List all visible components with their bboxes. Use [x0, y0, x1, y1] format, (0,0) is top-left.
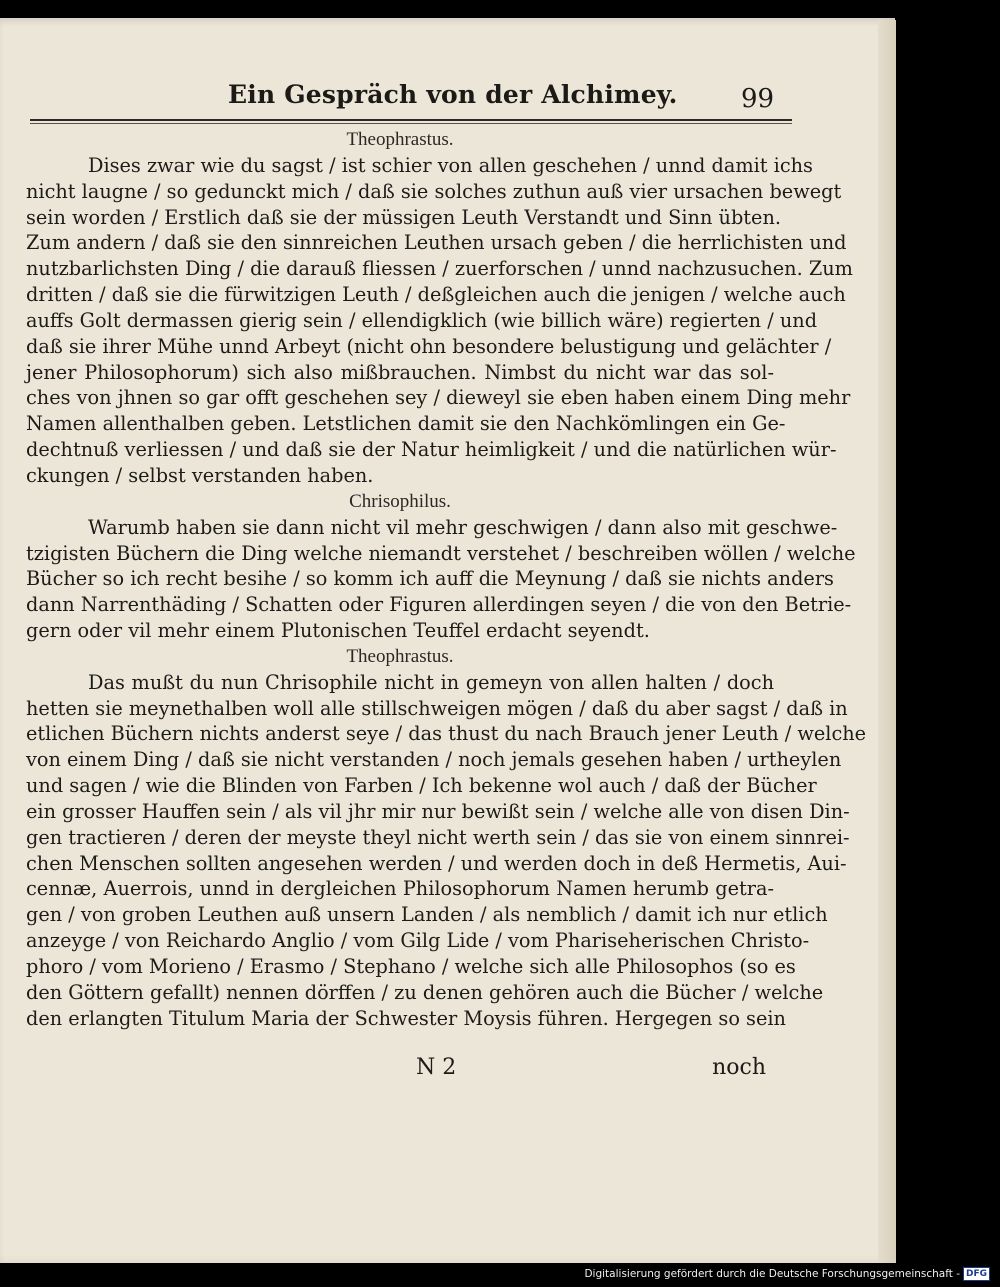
text-line: anzeyge / von Reichardo Anglio / vom Gilg Lide / vom Phariseherischen Christo-	[26, 929, 810, 953]
text-line: Zum andern / daß sie den sinnreichen Leuthen ursach geben / die herrlichisten und	[26, 231, 847, 255]
text-line: ches von jhnen so gar offt geschehen sey / dieweyl sie eben haben einem Ding mehr	[26, 386, 851, 410]
text-line: und sagen / wie die Blinden von Farben / Ich bekenne wol auch / daß der Bücher	[26, 774, 817, 798]
text-line: daß sie ihrer Mühe unnd Arbeyt (nicht ohn besondere belustigung und gelächter /	[26, 334, 832, 358]
dfg-logo: DFG	[963, 1267, 990, 1281]
header-rule	[30, 119, 792, 121]
text-line: sein worden / Erstlich daß sie der müssigen Leuth Verstandt und Sinn übten.	[26, 205, 781, 229]
text-line: dechtnuß verliessen / und daß sie der Natur heimligkeit / und die natürlichen wür-	[26, 438, 837, 462]
text-line: den erlangten Titulum Maria der Schwester Moysis führen. Hergegen so sein	[26, 1006, 786, 1030]
body-text	[26, 127, 867, 1032]
digitization-credit	[584, 1267, 990, 1281]
text-line: nicht laugne / so gedunckt mich / daß sie solches zuthun auß vier ursachen bewegt	[26, 179, 842, 203]
text-line: jener Philosophorum) sich also mißbrauchen. Nimbst du nicht war das sol-	[26, 360, 774, 384]
speaker-name: Theophrastus.	[346, 645, 454, 667]
speaker-name: Theophrastus.	[346, 129, 454, 150]
page-footer	[26, 1055, 774, 1085]
text-line: ckungen / selbst verstanden haben.	[26, 463, 374, 487]
text-line: chen Menschen sollten angesehen werden / und werden doch in deß Hermetis, Aui-	[26, 851, 847, 875]
text-line: hetten sie meynethalben woll alle stillschweigen mögen / daß du aber sagst / daß in	[26, 696, 848, 720]
page-edge	[878, 20, 896, 1263]
text-line: gen / von groben Leuthen auß unsern Landen / als nemblich / damit ich nur etlich	[26, 903, 828, 927]
signature-mark: N 2	[416, 1055, 457, 1080]
text-line: phoro / vom Morieno / Erasmo / Stephano / welche sich alle Philosophos (so es	[26, 955, 796, 978]
text-line: dann Narrenthäding / Schatten oder Figuren allerdingen seyen / die von den Betrie-	[26, 593, 852, 617]
text-line: Bücher so ich recht besihe / so komm ich auff die Meynung / daß sie nichts anders	[26, 567, 834, 591]
text-line: cennæ, Auerrois, unnd in dergleichen Philosophorum Namen herumb getra-	[26, 877, 774, 901]
text-line: ein grosser Hauffen sein / als vil jhr mir nur bewißt sein / welche alle von disen Din-	[26, 799, 850, 823]
text-line: Warumb haben sie dann nicht vil mehr geschwigen / dann also mit geschwe-	[88, 515, 838, 539]
text-line: tzigisten Büchern die Ding welche niemandt verstehet / beschreiben wöllen / welche	[26, 541, 856, 565]
text-line: dritten / daß sie die fürwitzigen Leuth / deßgleichen auch die jenigen / welche auch	[26, 283, 846, 307]
speaker-name: Chrisophilus.	[349, 490, 451, 512]
page-number: 99	[741, 84, 775, 114]
text-line: Namen allenthalben geben. Letstlichen damit sie den Nachkömlingen ein Ge-	[26, 412, 786, 436]
text-line: etlichen Büchern nichts anderst seye / das thust du nach Brauch jener Leuth / welche	[26, 722, 867, 746]
text-line: nutzbarlichsten Ding / die darauß fliessen / zuerforschen / unnd nachzusuchen. Zum	[26, 257, 853, 281]
text-line: Dises zwar wie du sagst / ist schier von allen geschehen / unnd damit ichs	[88, 153, 813, 177]
text-line: gern oder vil mehr einem Plutonischen Teuffel erdacht seyendt.	[26, 619, 650, 643]
credit-text: Digitalisierung gefördert durch die Deutsche Forschungsgemeinschaft -	[584, 1268, 960, 1280]
catchword: noch	[712, 1055, 766, 1080]
running-head: Ein Gespräch von der Alchimey.	[228, 80, 678, 109]
text-line: Das mußt du nun Chrisophile nicht in gemeyn von allen halten / doch	[88, 670, 774, 694]
text-line: auffs Golt dermassen gierig sein / ellendigklich (wie billich wäre) regierten / und	[26, 308, 818, 332]
text-line: von einem Ding / daß sie nicht verstanden / noch jemals gesehen haben / urtheylen	[26, 748, 842, 772]
header-rule-thin	[30, 123, 792, 124]
text-line: den Göttern gefallt) nennen dörffen / zu denen gehören auch die Bücher / welche	[26, 980, 824, 1004]
text-line: gen tractieren / deren der meyste theyl nicht werth sein / das sie von einem sinnrei-	[26, 825, 850, 849]
